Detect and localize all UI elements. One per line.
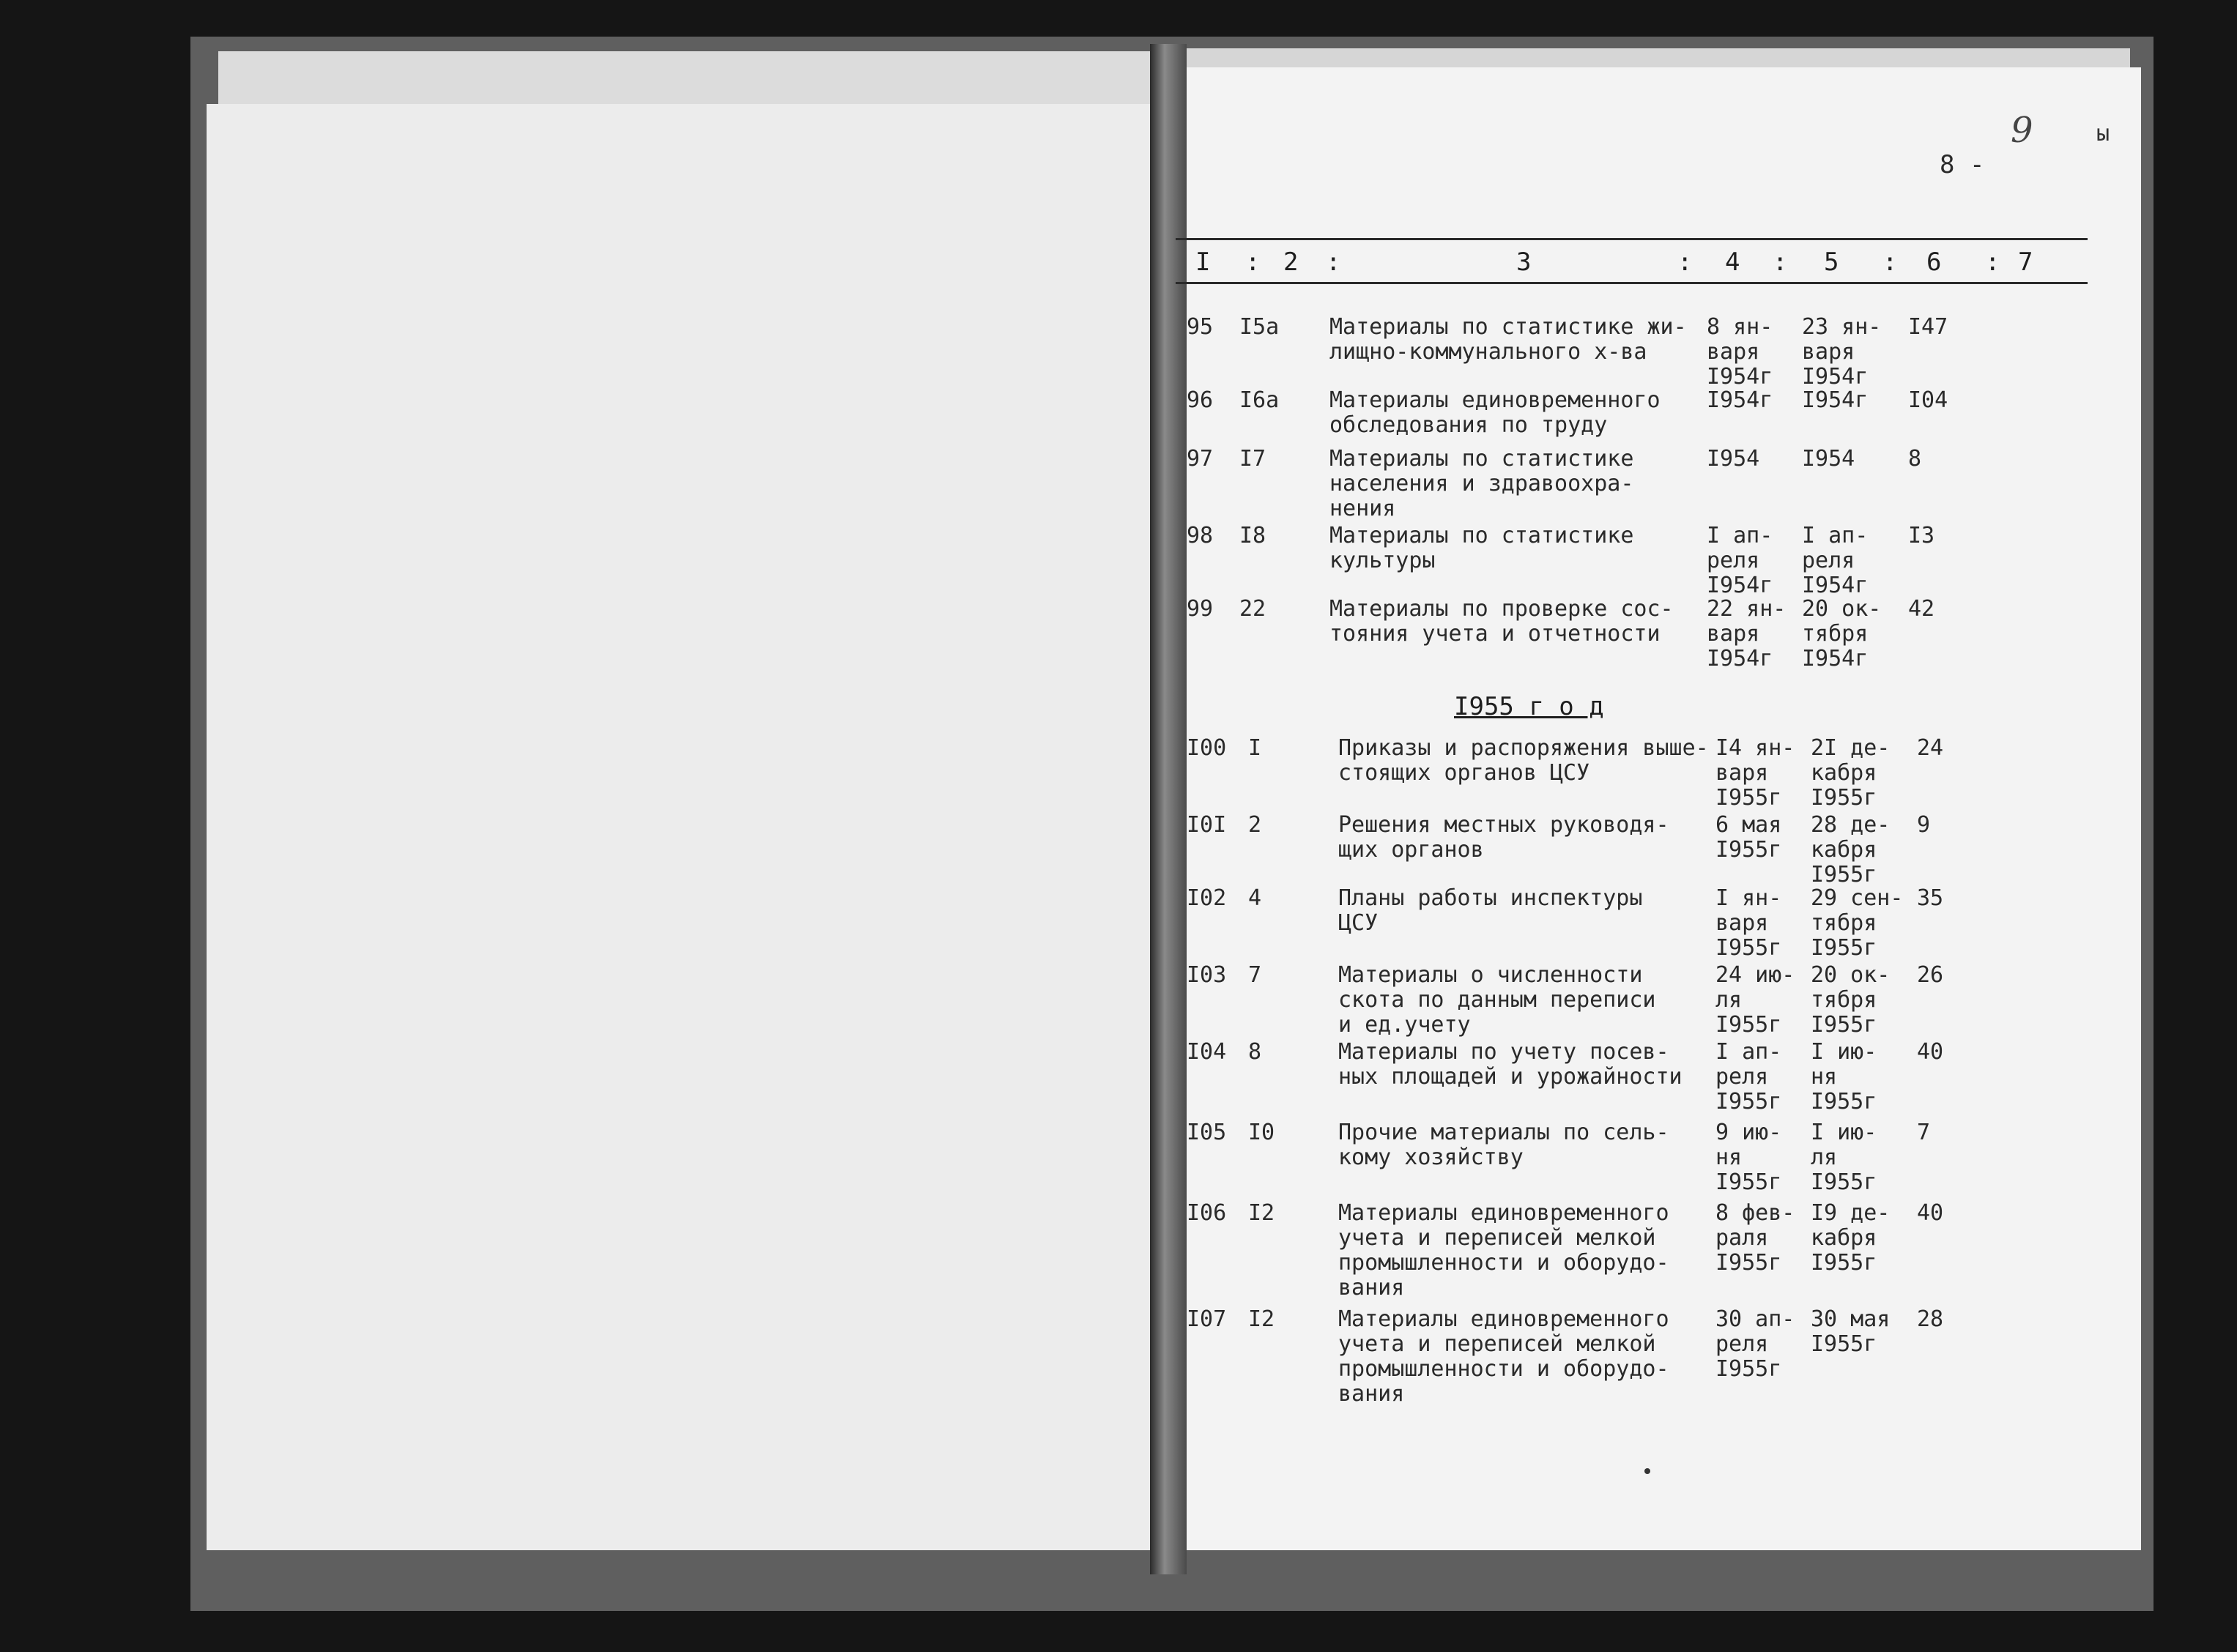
- cell-num: 99: [1187, 596, 1214, 622]
- cell-index: I2: [1248, 1306, 1275, 1332]
- cell-title: Материалы единовременного учета и переписей мелкой промышленности и оборудо- вания: [1338, 1306, 1669, 1407]
- column-separator: :: [1882, 248, 1898, 277]
- cell-sheets: 24: [1917, 735, 1944, 761]
- cell-index: I5а: [1239, 314, 1280, 340]
- cell-end: 29 сен- тября I955г: [1811, 885, 1904, 961]
- cell-title: Планы работы инспектуры ЦСУ: [1338, 885, 1643, 936]
- cell-end: 20 ок- тября I954г: [1802, 596, 1882, 671]
- cell-title: Материалы о численности скота по данным переписи и ед.учету: [1338, 962, 1656, 1038]
- column-header-2: 2: [1283, 248, 1299, 277]
- cell-end: I ию- ня I955г: [1811, 1039, 1877, 1115]
- cell-end: 30 мая I955г: [1811, 1306, 1891, 1357]
- cell-sheets: I3: [1908, 523, 1935, 548]
- cell-num: I02: [1187, 885, 1227, 911]
- cell-num: I00: [1187, 735, 1227, 761]
- cell-sheets: 40: [1917, 1200, 1944, 1226]
- cell-end: 28 де- кабря I955г: [1811, 812, 1891, 888]
- cell-sheets: 35: [1917, 885, 1944, 911]
- cell-end: 2I де- кабря I955г: [1811, 735, 1891, 811]
- cell-title: Материалы по статистике культуры: [1329, 523, 1634, 573]
- cell-index: I6а: [1239, 387, 1280, 413]
- cell-index: I7: [1239, 446, 1266, 472]
- cell-title: Материалы единовременного обследования по труду: [1329, 387, 1661, 438]
- cell-title: Материалы по статистике населения и здравоохра- нения: [1329, 446, 1634, 521]
- cell-start: I ап- реля I954г: [1707, 523, 1773, 598]
- cell-sheets: 40: [1917, 1039, 1944, 1065]
- cell-sheets: 26: [1917, 962, 1944, 988]
- cell-index: 22: [1239, 596, 1266, 622]
- cell-sheets: 7: [1917, 1120, 1931, 1145]
- cell-start: I954г: [1707, 387, 1773, 413]
- cell-start: 6 мая I955г: [1715, 812, 1782, 863]
- cell-start: I ап- реля I955г: [1715, 1039, 1782, 1115]
- cell-start: 8 ян- варя I954г: [1707, 314, 1773, 390]
- cell-title: Приказы и распоряжения выше- стоящих органов ЦСУ: [1338, 735, 1709, 786]
- archive-page-number: 9: [2011, 110, 2033, 151]
- cell-sheets: 8: [1908, 446, 1922, 472]
- cell-num: I0I: [1187, 812, 1227, 838]
- cell-sheets: 42: [1908, 596, 1935, 622]
- mirrored-bleed-through-text: [242, 249, 1121, 1457]
- column-separator: :: [1677, 248, 1693, 277]
- corner-mark: ы: [2096, 121, 2110, 146]
- cell-index: 8: [1248, 1039, 1262, 1065]
- column-separator: :: [1245, 248, 1261, 277]
- cell-num: I07: [1187, 1306, 1227, 1332]
- cell-start: I954: [1707, 446, 1760, 472]
- cell-title: Решения местных руководя- щих органов: [1338, 812, 1669, 863]
- cell-end: 20 ок- тября I955г: [1811, 962, 1891, 1038]
- column-separator: :: [1326, 248, 1341, 277]
- cell-end: I9 де- кабря I955г: [1811, 1200, 1891, 1276]
- cell-index: 2: [1248, 812, 1262, 838]
- paper-speck: [1644, 1468, 1650, 1474]
- column-header-4: 4: [1725, 248, 1740, 277]
- cell-start: 9 ию- ня I955г: [1715, 1120, 1782, 1195]
- cell-index: 7: [1248, 962, 1262, 988]
- cell-title: Материалы по статистике жи- лищно-коммунального х-ва: [1329, 314, 1687, 365]
- cell-sheets: 28: [1917, 1306, 1944, 1332]
- column-header-5: 5: [1824, 248, 1839, 277]
- cell-sheets: 9: [1917, 812, 1931, 838]
- cell-start: 30 ап- реля I955г: [1715, 1306, 1795, 1382]
- cell-start: 8 фев- раля I955г: [1715, 1200, 1795, 1276]
- cell-index: I: [1248, 735, 1262, 761]
- cell-title: Материалы единовременного учета и переписей мелкой промышленности и оборудо- вания: [1338, 1200, 1669, 1301]
- cell-title: Материалы по учету посев- ных площадей и урожайности: [1338, 1039, 1683, 1090]
- cell-sheets: I04: [1908, 387, 1948, 413]
- cell-start: 22 ян- варя I954г: [1707, 596, 1787, 671]
- column-separator: :: [1773, 248, 1788, 277]
- cell-sheets: I47: [1908, 314, 1948, 340]
- cell-index: I2: [1248, 1200, 1275, 1226]
- book-spine: [1150, 44, 1187, 1574]
- cell-index: I0: [1248, 1120, 1275, 1145]
- cell-title: Материалы по проверке сос- тояния учета и отчетности: [1329, 596, 1674, 647]
- cell-num: 98: [1187, 523, 1214, 548]
- left-page-top-edge: [218, 51, 1163, 110]
- column-header-6: 6: [1926, 248, 1942, 277]
- cell-title: Прочие материалы по сель- кому хозяйству: [1338, 1120, 1669, 1170]
- cell-num: I04: [1187, 1039, 1227, 1065]
- cell-num: 97: [1187, 446, 1214, 472]
- cell-index: 4: [1248, 885, 1262, 911]
- cell-start: I4 ян- варя I955г: [1715, 735, 1795, 811]
- cell-start: I ян- варя I955г: [1715, 885, 1782, 961]
- cell-end: I ию- ля I955г: [1811, 1120, 1877, 1195]
- cell-num: I05: [1187, 1120, 1227, 1145]
- column-header-7: 7: [2018, 248, 2033, 277]
- cell-end: I954: [1802, 446, 1855, 472]
- table-header-rule: [1176, 282, 2088, 284]
- cell-start: 24 ию- ля I955г: [1715, 962, 1795, 1038]
- cell-end: I ап- реля I954г: [1802, 523, 1869, 598]
- cell-num: I03: [1187, 962, 1227, 988]
- cell-num: 96: [1187, 387, 1214, 413]
- column-separator: :: [1985, 248, 2000, 277]
- cell-end: I954г: [1802, 387, 1869, 413]
- year-heading: I955 г о д: [1454, 692, 1604, 721]
- cell-num: I06: [1187, 1200, 1227, 1226]
- column-header-3: 3: [1516, 248, 1532, 277]
- page-number: 8 -: [1940, 150, 1985, 179]
- table-top-rule: [1176, 238, 2088, 240]
- cell-end: 23 ян- варя I954г: [1802, 314, 1882, 390]
- cell-num: 95: [1187, 314, 1214, 340]
- cell-index: I8: [1239, 523, 1266, 548]
- column-header-1: I: [1195, 248, 1211, 277]
